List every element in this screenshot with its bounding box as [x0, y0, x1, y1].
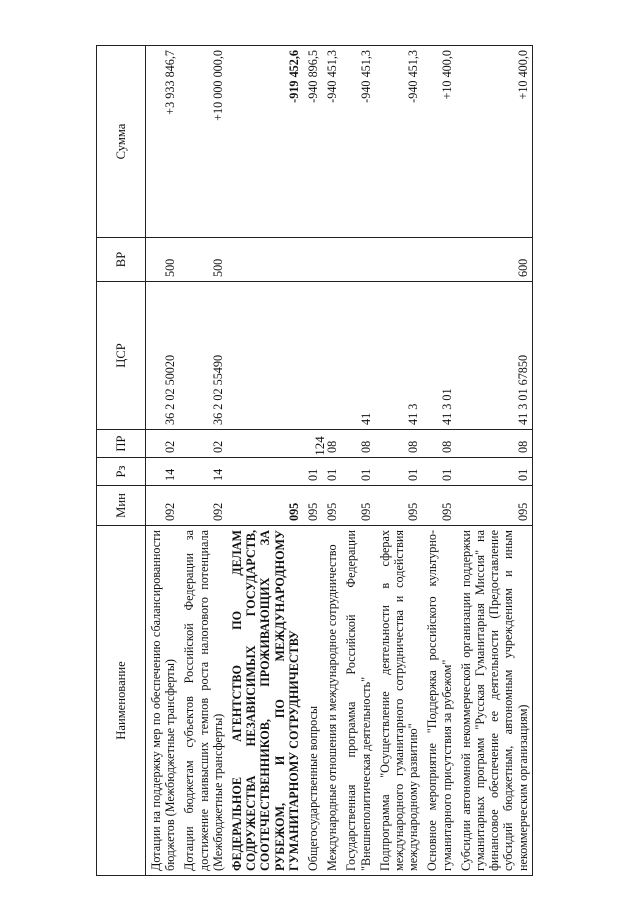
row-name: Дотации на поддержку мер по обеспечению сбалансированности бюджетов (Межбюджетные трансферты) — [146, 526, 180, 876]
row-min: 095 — [303, 486, 322, 526]
row-vr: 500 — [146, 238, 180, 282]
row-min: 095 — [322, 486, 341, 526]
table-row — [146, 46, 180, 876]
table-row — [375, 46, 423, 876]
row-csr — [303, 282, 322, 430]
header-csr: ЦСР — [97, 282, 146, 430]
row-pr: 02 — [146, 430, 180, 458]
row-pr — [227, 430, 303, 458]
rotated-page-content — [96, 46, 610, 876]
row-pr: 08 — [456, 430, 533, 458]
page-number: 124 — [312, 436, 327, 456]
row-sum: +10 000 000,0 — [179, 46, 227, 238]
row-name: ФЕДЕРАЛЬНОЕ АГЕНТСТВО ПО ДЕЛАМ СОДРУЖЕСТВА НЕЗАВИСИМЫХ ГОСУДАРСТВ, СООТЕЧЕСТВЕННИКОВ, ПРОЖИВАЮЩИХ ЗА РУБЕЖОМ, И ПО МЕЖДУНАРОДНОМУ ГУМАНИТАРНОМУ СОТРУДНИЧЕСТВУ — [227, 526, 303, 876]
row-sum: -940 896,5 — [303, 46, 322, 238]
row-sum: -919 452,6 — [227, 46, 303, 238]
row-vr — [322, 238, 341, 282]
row-vr — [422, 238, 455, 282]
row-sum: -940 451,3 — [375, 46, 423, 238]
row-csr — [227, 282, 303, 430]
row-rz: 01 — [303, 458, 322, 486]
row-csr: 41 3 01 67850 — [456, 282, 533, 430]
row-vr — [341, 238, 374, 282]
row-vr — [227, 238, 303, 282]
row-min: 095 — [341, 486, 374, 526]
table-row — [341, 46, 374, 876]
header-sum: Сумма — [97, 46, 146, 238]
row-sum: +10 400,0 — [422, 46, 455, 238]
row-csr: 36 2 02 55490 — [179, 282, 227, 430]
row-csr: 41 3 — [375, 282, 423, 430]
row-csr: 41 3 01 — [422, 282, 455, 430]
row-pr: 02 — [179, 430, 227, 458]
header-name: Наименование — [97, 526, 146, 876]
row-rz: 01 — [375, 458, 423, 486]
table-row — [456, 46, 533, 876]
row-name: Основное мероприятие "Поддержка российского культурно-гуманитарного присутствия за рубежом" — [422, 526, 455, 876]
row-pr: 08 — [341, 430, 374, 458]
row-pr: 08 — [422, 430, 455, 458]
row-sum: -940 451,3 — [322, 46, 341, 238]
budget-table — [96, 45, 533, 876]
table-row — [179, 46, 227, 876]
row-min: 095 — [227, 486, 303, 526]
row-rz: 01 — [341, 458, 374, 486]
row-rz: 14 — [179, 458, 227, 486]
row-csr: 36 2 02 50020 — [146, 282, 180, 430]
row-min: 092 — [179, 486, 227, 526]
row-rz — [227, 458, 303, 486]
table-row — [303, 46, 322, 876]
row-name: Международные отношения и международное сотрудничество — [322, 526, 341, 876]
row-name: Государственная программа Российской Федерации "Внешнеполитическая деятельность" — [341, 526, 374, 876]
row-name: Дотации бюджетам субъектов Российской Федерации за достижение наивысших темпов роста налогового потенциала (Межбюджетные трансферты) — [179, 526, 227, 876]
row-rz: 14 — [146, 458, 180, 486]
row-csr — [322, 282, 341, 430]
row-vr: 500 — [179, 238, 227, 282]
row-sum: +10 400,0 — [456, 46, 533, 238]
row-min: 095 — [422, 486, 455, 526]
table-body — [146, 46, 533, 876]
row-min: 092 — [146, 486, 180, 526]
row-rz: 01 — [456, 458, 533, 486]
row-vr — [375, 238, 423, 282]
table-row — [322, 46, 341, 876]
row-min: 095 — [456, 486, 533, 526]
row-vr: 600 — [456, 238, 533, 282]
row-csr: 41 — [341, 282, 374, 430]
header-pr: ПР — [97, 430, 146, 458]
table-row — [422, 46, 455, 876]
row-min: 095 — [375, 486, 423, 526]
row-name: Субсидии автономной некоммерческой организации поддержки гуманитарных программ "Русская Гуманитарная Миссия" на финансовое обеспечение ее деятельности (Предоставление субсидий бюджетным, автономным учреждениям и иным некоммерческим организациям) — [456, 526, 533, 876]
row-name: Подпрограмма "Осуществление деятельности в сферах международного гуманитарного сотрудничества и содействия международному развитию" — [375, 526, 423, 876]
header-rz: Рз — [97, 458, 146, 486]
table-row — [227, 46, 303, 876]
row-pr: 08 — [322, 430, 341, 458]
table-header-row — [97, 46, 146, 876]
header-min: Мин — [97, 486, 146, 526]
row-vr — [303, 238, 322, 282]
row-pr: 08 — [375, 430, 423, 458]
row-pr — [303, 430, 322, 458]
row-name: Общегосударственные вопросы — [303, 526, 322, 876]
row-rz: 01 — [422, 458, 455, 486]
header-vr: ВР — [97, 238, 146, 282]
row-sum: -940 451,3 — [341, 46, 374, 238]
row-sum: +3 933 846,7 — [146, 46, 180, 238]
row-rz: 01 — [322, 458, 341, 486]
